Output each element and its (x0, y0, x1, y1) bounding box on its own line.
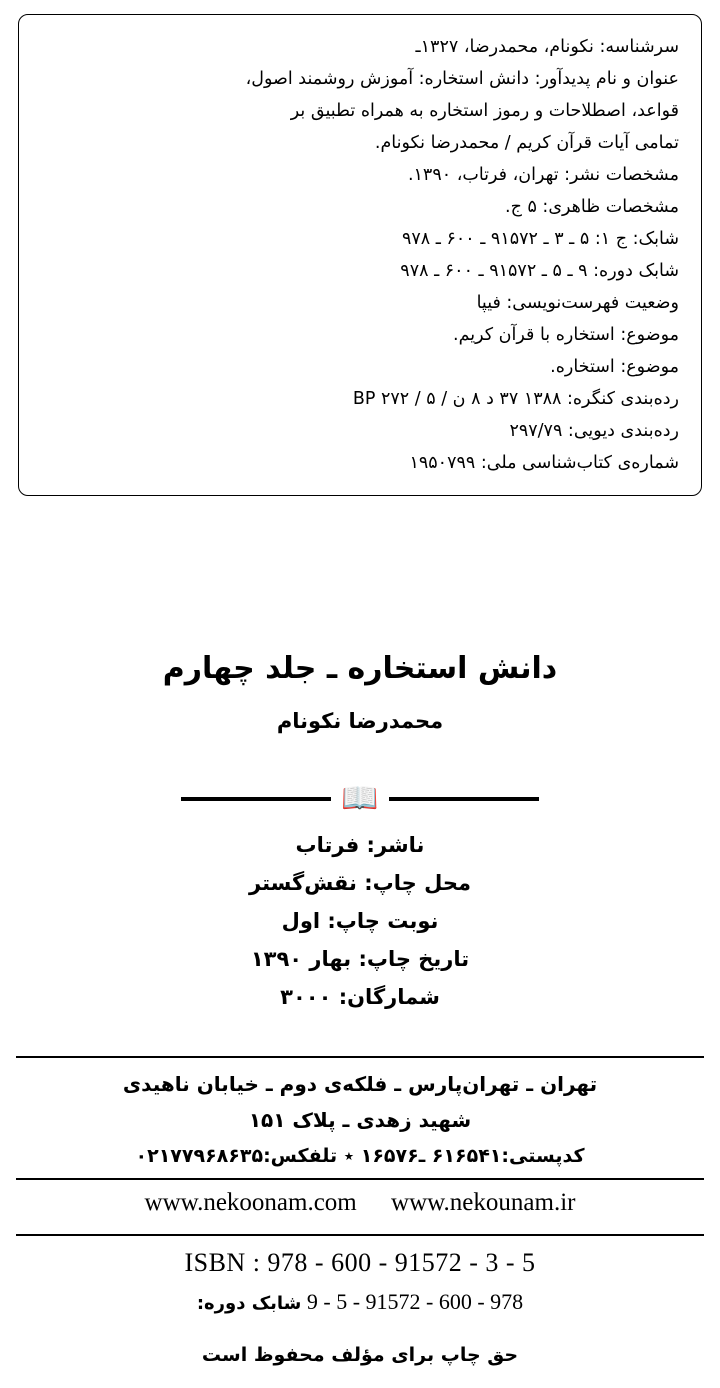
cip-line: موضوع: استخاره. (550, 357, 679, 377)
divider-rule-middle (16, 1178, 704, 1180)
isbn-volume: ISBN : 978 - 600 - 91572 - 3 - 5 (184, 1248, 536, 1277)
cip-line: تمامی آیات قرآن کریم / محمدرضا نکونام. (374, 133, 679, 153)
cip-line: قواعد، اصطلاحات و رموز استخاره به همراه تطبیق بر (290, 101, 679, 121)
cip-line: عنوان و نام پدیدآور: دانش استخاره: آموزش روشمند اصول، (245, 69, 679, 89)
cip-line: سرشناسه: نکونام، محمدرضا، ۱۳۲۷ـ (415, 37, 679, 57)
cip-line: شماره‌ی کتاب‌شناسی ملی: ۱۹۵۰۷۹۹ (409, 453, 679, 473)
address-line-2: شهید زهدی ـ پلاک ۱۵۱ (248, 1108, 472, 1132)
cip-box (18, 14, 702, 496)
website-links (0, 1186, 720, 1220)
isbn-series (0, 1284, 720, 1322)
author-name: محمدرضا نکونام (276, 709, 444, 733)
cip-line: مشخصات ظاهری: ۵ ج. (505, 197, 679, 217)
isbn-series-value: 978 - 600 - 91572 - 5 - 9 (306, 1289, 524, 1314)
address-block (0, 1066, 720, 1174)
cip-line: وضعیت فهرست‌نویسی: فیپا (476, 293, 679, 313)
isbn-block (0, 1244, 720, 1322)
divider-line-right (389, 797, 539, 801)
print-edition-line: نوبت چاپ: اول (281, 909, 439, 933)
cip-block (18, 14, 702, 496)
print-run-line: شمارگان: ۳۰۰۰ (280, 985, 440, 1009)
print-date-line: تاریخ چاپ: بهار ۱۳۹۰ (250, 947, 470, 971)
isbn-series-label: شابک دوره: (196, 1293, 302, 1314)
cip-line: مشخصات نشر: تهران، فرتاب، ۱۳۹۰. (407, 165, 679, 185)
publisher-line: ناشر: فرتاب (295, 833, 425, 857)
divider-line-left (181, 797, 331, 801)
copyright-notice: حق چاپ برای مؤلف محفوظ است (201, 1344, 519, 1366)
postal-phone-line: کدپستی:۶۱۶۵۴۱ ـ۱۶۵۷۶ ٭ تلفکس:۰۲۱۷۷۹۶۸۶۳۵ (135, 1145, 585, 1167)
cip-line: موضوع: استخاره با قرآن کریم. (453, 325, 679, 345)
cip-line: رده‌بندی کنگره: ۱۳۸۸ ۳۷ د ۸ ن / ۵ / BP ۲۷۲ (352, 389, 679, 409)
page-title: دانش استخاره ـ جلد چهارم (162, 651, 558, 686)
cip-line: شابک: ج ۱: ۵ ـ ۳ ـ ۹۱۵۷۲ ـ ۶۰۰ ـ ۹۷۸ (401, 229, 679, 249)
divider-rule-top (16, 1056, 704, 1058)
ornament-divider (0, 781, 720, 816)
title-block (0, 648, 720, 736)
cip-line: رده‌بندی دیویی: ۲۹۷/۷۹ (509, 421, 679, 441)
website-link-ir[interactable]: www.nekounam.ir (391, 1189, 576, 1216)
divider-rule-bottom (16, 1234, 704, 1236)
address-line-1: تهران ـ تهران‌پارس ـ فلکه‌ی دوم ـ خیابان ناهیدی (122, 1072, 598, 1096)
open-book-icon: 📖 (341, 781, 379, 816)
publication-details (0, 826, 720, 1016)
website-link-com[interactable]: www.nekoonam.com (144, 1189, 357, 1216)
print-place-line: محل چاپ: نقش‌گستر (249, 871, 471, 895)
cip-line: شابک دوره: ۹ ـ ۵ ـ ۹۱۵۷۲ ـ ۶۰۰ ـ ۹۷۸ (400, 261, 679, 281)
